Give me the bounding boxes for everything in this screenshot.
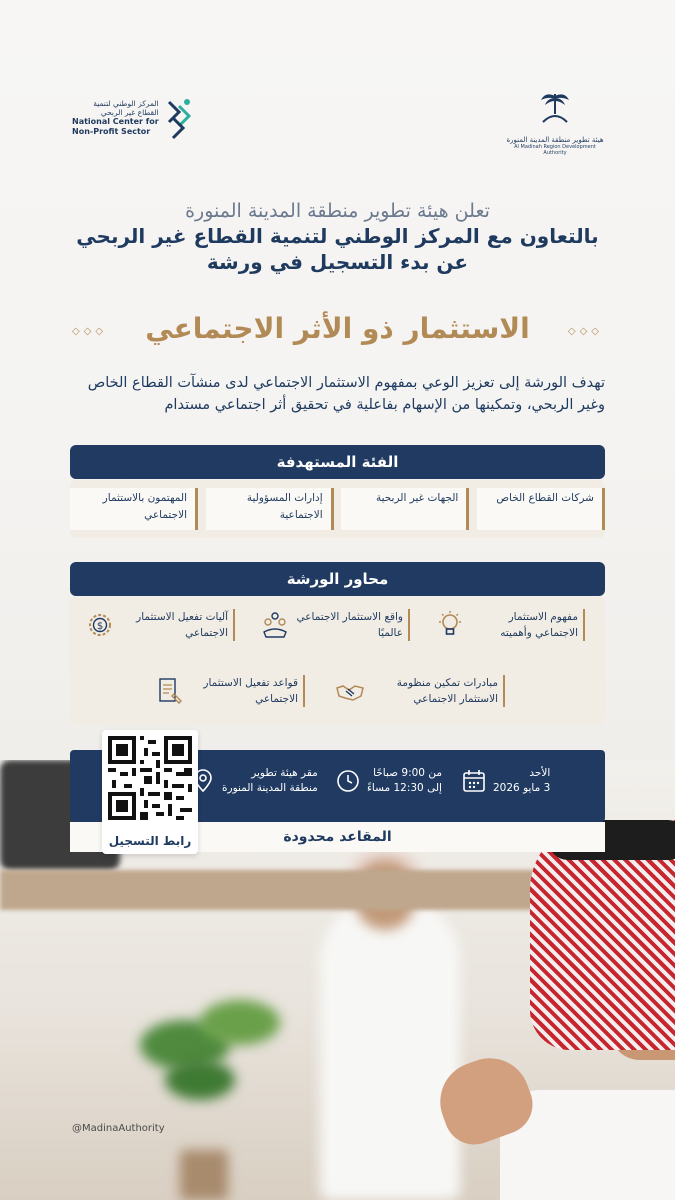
event-location-1: مقر هيئة تطوير [251, 767, 318, 779]
ncnp-name-ar-2: القطاع غير الربحي [100, 108, 159, 117]
audience-item: المهتمون بالاستثمار الاجتماعي [70, 488, 198, 530]
qr-label: رابط التسجيل [108, 834, 192, 848]
svg-text:$: $ [96, 621, 104, 632]
workshop-description: تهدف الورشة إلى تعزيز الوعي بمفهوم الاستثمار الاجتماعي لدى منشآت القطاع الخاص وغير الربحي، وتمكينها من الإسهام بفاعلية في تحقيق أثر اجتماعي مستدام [87, 375, 605, 413]
location-info [190, 766, 330, 796]
decorative-dots: ◇◇◇ [567, 326, 603, 337]
event-date: 3 مايو 2026 [493, 782, 551, 794]
limited-seats-note: المقاعد محدودة [70, 822, 605, 852]
audience-item: إدارات المسؤولية الاجتماعية [206, 488, 334, 530]
ncnp-name-en-1: National Center for [72, 117, 159, 126]
audience-item: الجهات غير الربحية [341, 488, 469, 530]
event-time-from: من 9:00 صباحًا [373, 767, 442, 779]
workshop-title: الاستثمار ذو الأثر الاجتماعي [145, 312, 530, 345]
event-day: الأحد [529, 767, 551, 779]
calendar-icon [461, 768, 487, 794]
document-pen-icon [155, 676, 185, 706]
event-location-2: منطقة المدينة المنورة [222, 782, 318, 794]
axis-label: مفهوم الاستثمار الاجتماعي وأهميته [471, 609, 585, 641]
background-person [320, 900, 460, 1200]
time-info [335, 766, 455, 796]
authority-name-en: Al Madinah Region Development Authority [514, 144, 596, 156]
plant-pot [180, 1150, 228, 1200]
authority-name-ar: هيئة تطوير منطقة المدينة المنورة [506, 136, 604, 144]
ncnp-name-ar-1: المركز الوطني لتنمية [93, 99, 159, 108]
plant-leaf [165, 1060, 235, 1100]
date-info [461, 766, 591, 796]
axis-label: واقع الاستثمار الاجتماعي عالميًا [296, 609, 410, 641]
intro-line-2: بالتعاون مع المركز الوطني لتنمية القطاع غير الربحي [76, 224, 599, 248]
axis-label: مبادرات تمكين منظومة الاستثمار الاجتماعي [371, 675, 505, 707]
intro-line-3: عن بدء التسجيل في ورشة [206, 250, 469, 274]
axis-item [260, 609, 410, 641]
ncnp-logo [72, 96, 195, 140]
authority-logo [505, 88, 605, 156]
axis-label: قواعد تفعيل الاستثمار الاجتماعي [191, 675, 305, 707]
intro-line-1: تعلن هيئة تطوير منطقة المدينة المنورة [185, 200, 490, 222]
registration-qr[interactable] [102, 730, 198, 854]
axes-heading: محاور الورشة [70, 562, 605, 596]
gear-dollar-icon [85, 610, 115, 640]
palm-swords-icon [537, 88, 573, 128]
axis-item [335, 675, 505, 707]
ncnp-name-en-2: Non-Profit Sector [72, 127, 151, 136]
axes-panel [70, 597, 605, 725]
plant-leaf [200, 1000, 280, 1045]
axis-item [435, 609, 585, 641]
qr-code-icon[interactable] [108, 736, 192, 820]
axis-item [155, 675, 305, 707]
decorative-dots: ◇◇◇ [72, 326, 108, 337]
axis-item [85, 609, 235, 641]
audience-item: شركات القطاع الخاص [477, 488, 605, 530]
social-handle: @MadinaAuthority [72, 1123, 165, 1134]
audience-heading: الفئة المستهدفة [70, 445, 605, 479]
audience-panel [70, 480, 605, 538]
handshake-icon [335, 676, 365, 706]
announcement-intro [0, 200, 675, 274]
network-hand-icon [260, 610, 290, 640]
event-time-to: إلى 12:30 مساءً [367, 782, 442, 794]
lightbulb-icon [435, 610, 465, 640]
ncnp-mark-icon [165, 96, 195, 140]
axis-label: آليات تفعيل الاستثمار الاجتماعي [121, 609, 235, 641]
clock-icon [335, 768, 361, 794]
